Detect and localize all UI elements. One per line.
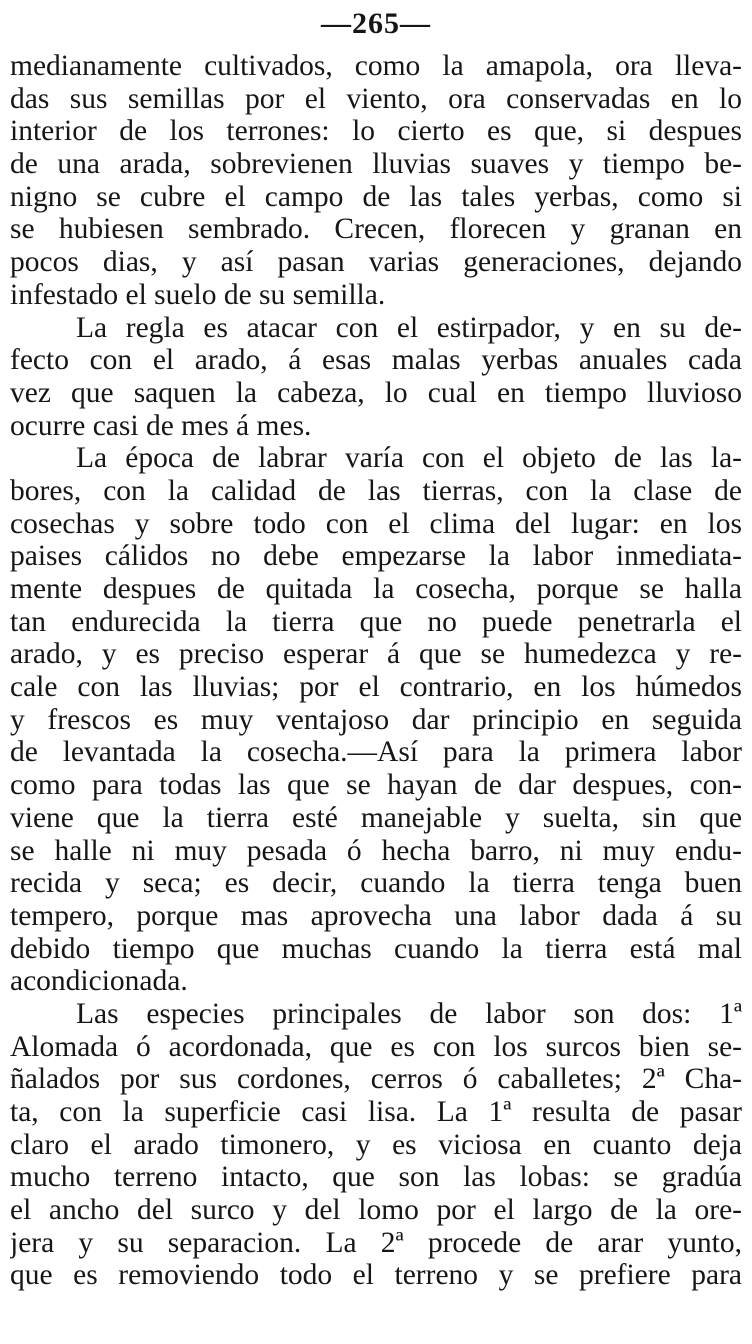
text-line: como para todas las que se hayan de dar despues, con- — [10, 769, 742, 802]
text-line: recida y seca; es decir, cuando la tierra tenga buen — [10, 867, 742, 900]
paragraph-3 — [10, 442, 742, 998]
text-line: infestado el suelo de su semilla. — [10, 278, 386, 311]
text-line: mucho terreno intacto, que son las lobas: se gradúa — [10, 1161, 742, 1194]
text-line: La regla es atacar con el estirpador, y en su de- — [76, 311, 742, 344]
text-line: fecto con el arado, á esas malas yerbas anuales cada — [10, 344, 742, 377]
text-line: tan endurecida la tierra que no puede penetrarla el — [10, 605, 742, 638]
page-number: —265— — [321, 7, 431, 40]
text-line: medianamente cultivados, como la amapola, ora lleva- — [10, 50, 742, 82]
text-line: La época de labrar varía con el objeto de las la- — [76, 442, 742, 475]
text-line: arado, y es preciso esperar á que se humedezca y re- — [10, 638, 742, 671]
text-line: ta, con la superficie casi lisa. La 1ª resulta de pasar — [10, 1096, 742, 1128]
text-line: paises cálidos no debe empezarse la labor inmediata- — [10, 540, 742, 573]
text-line: interior de los terrones: lo cierto es que, si despues — [10, 115, 742, 148]
text-line: tempero, porque mas aprovecha una labor dada á su — [10, 899, 742, 932]
text-line: se halle ni muy pesada ó hecha barro, ni muy endu- — [10, 834, 742, 867]
book-page — [10, 0, 742, 1292]
text-line: se hubiesen sembrado. Crecen, florecen y granan en — [10, 213, 742, 246]
text-line: mente despues de quitada la cosecha, porque se halla — [10, 573, 742, 605]
text-line: jera y su separacion. La 2ª procede de arar yunto, — [10, 1226, 742, 1259]
text-line: de levantada la cosecha.—Así para la primera labor — [10, 736, 742, 769]
text-line: que es removiendo todo el terreno y se prefiere para — [10, 1259, 742, 1292]
text-line: vez que saquen la cabeza, lo cual en tiempo lluvioso — [10, 376, 742, 409]
text-line: el ancho del surco y del lomo por el largo de la ore- — [10, 1194, 742, 1227]
text-line: cale con las lluvias; por el contrario, en los húmedos — [10, 671, 742, 704]
text-line: cosechas y sobre todo con el clima del lugar: en los — [10, 507, 742, 540]
paragraph-4 — [10, 998, 742, 1292]
text-line: bores, con la calidad de las tierras, con la clase de — [10, 474, 742, 507]
text-line: pocos dias, y así pasan varias generaciones, dejando — [10, 246, 742, 279]
text-line: Alomada ó acordonada, que es con los surcos bien se- — [10, 1030, 742, 1063]
paragraph-2 — [10, 312, 742, 443]
text-line: Las especies principales de labor son dos: 1ª — [76, 997, 742, 1030]
text-line: ñalados por sus cordones, cerros ó caballetes; 2ª Cha- — [10, 1063, 742, 1096]
text-line: viene que la tierra esté manejable y suelta, sin que — [10, 801, 742, 834]
text-line: y frescos es muy ventajoso dar principio en seguida — [10, 703, 742, 736]
text-line: ocurre casi de mes á mes. — [10, 409, 312, 442]
text-line: nigno se cubre el campo de las tales yerbas, como si — [10, 180, 742, 213]
text-line: claro el arado timonero, y es viciosa en cuanto deja — [10, 1128, 742, 1161]
text-line: das sus semillas por el viento, ora conservadas en lo — [10, 82, 742, 115]
text-line: debido tiempo que muchas cuando la tierra está mal — [10, 932, 742, 965]
paragraph-1 — [10, 50, 742, 312]
text-line: de una arada, sobrevienen lluvias suaves y tiempo be- — [10, 148, 742, 181]
text-line: acondicionada. — [10, 965, 188, 998]
